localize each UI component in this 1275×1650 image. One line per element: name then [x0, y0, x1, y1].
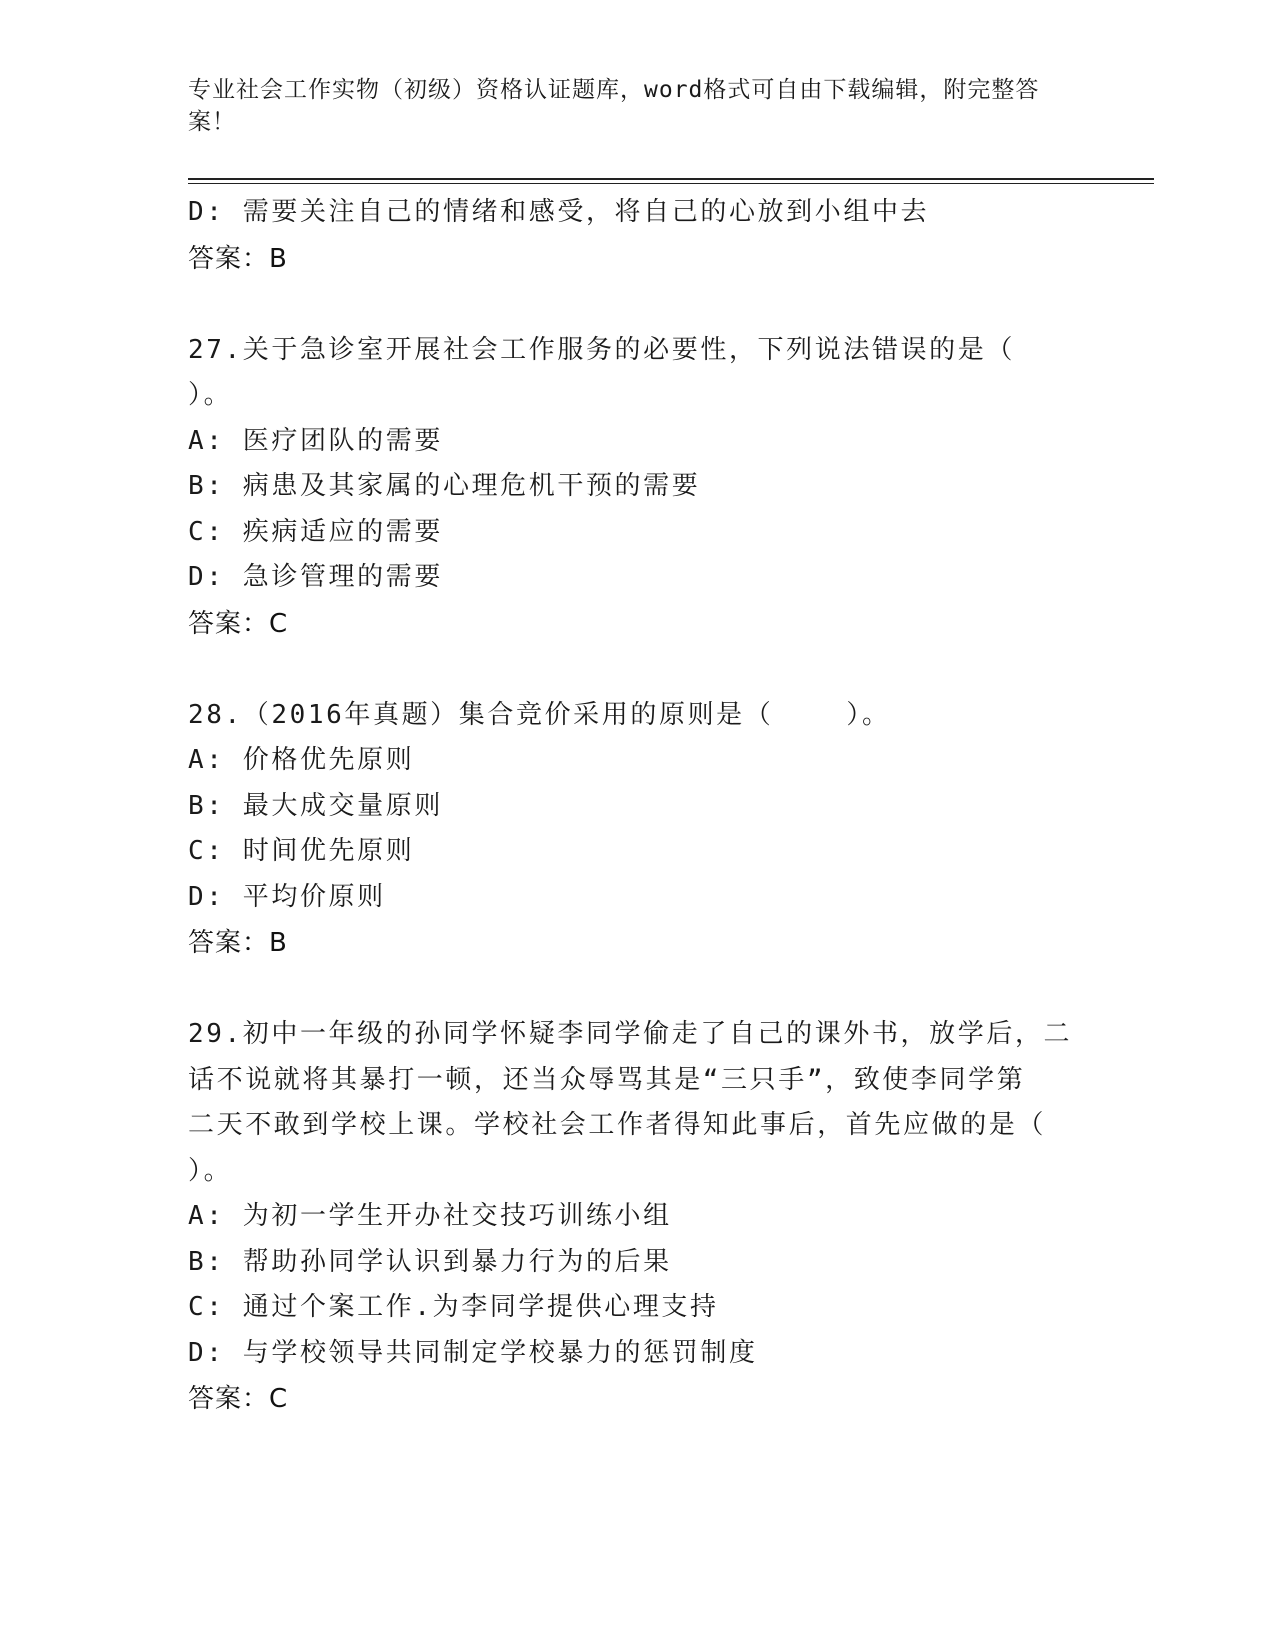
question-27 — [188, 328, 1088, 647]
option-b: B: 帮助孙同学认识到暴力行为的后果 — [188, 1246, 672, 1277]
option-b: B: 最大成交量原则 — [188, 790, 443, 821]
option-d: D: 急诊管理的需要 — [188, 562, 443, 592]
header-line-1: 专业社会工作实物（初级）资格认证题库，word格式可自由下载编辑，附完整答 — [188, 77, 1040, 103]
question-text-line: ）。 — [188, 380, 233, 410]
option-d: D: 需要关注自己的情绪和感受，将自己的心放到小组中去 — [188, 197, 930, 227]
header-divider-thin — [188, 183, 1154, 184]
option-d: D: 平均价原则 — [188, 881, 386, 912]
page-header — [188, 74, 1058, 138]
answer-line: 答案：C — [188, 608, 289, 639]
question-text-line: 二天不敢到学校上课。学校社会工作者得知此事后，首先应做的是（ — [188, 1110, 1047, 1140]
document-body — [188, 190, 1088, 1422]
option-c: C: 疾病适应的需要 — [188, 516, 443, 547]
spacer — [188, 966, 1088, 1012]
question-text-line: ）。 — [188, 1155, 233, 1186]
answer-line: 答案：B — [188, 928, 288, 958]
option-c: C: 通过个案工作.为李同学提供心理支持 — [188, 1292, 719, 1322]
answer-line: 答案：B — [188, 243, 288, 274]
question-text-line: 28.（2016年真题）集合竞价采用的原则是（ ）。 — [188, 699, 891, 730]
previous-question-tail — [188, 190, 1088, 282]
spacer — [188, 647, 1088, 693]
header-line-2: 案！ — [188, 109, 236, 135]
question-text-line: 27.关于急诊室开展社会工作服务的必要性，下列说法错误的是（ — [188, 334, 1015, 365]
question-28 — [188, 693, 1088, 967]
option-a: A: 价格优先原则 — [188, 745, 415, 775]
option-a: A: 为初一学生开办社交技巧训练小组 — [188, 1201, 672, 1231]
question-29 — [188, 1012, 1088, 1422]
option-d: D: 与学校领导共同制定学校暴力的惩罚制度 — [188, 1337, 758, 1368]
answer-line: 答案：C — [188, 1384, 289, 1414]
option-b: B: 病患及其家属的心理危机干预的需要 — [188, 471, 701, 501]
header-divider-thick — [188, 178, 1154, 180]
option-c: C: 时间优先原则 — [188, 836, 415, 866]
question-text-line: 话不说就将其暴打一顿，还当众辱骂其是“三只手”，致使李同学第 — [188, 1064, 1026, 1095]
question-text-line: 29.初中一年级的孙同学怀疑李同学偷走了自己的课外书，放学后，二 — [188, 1019, 1073, 1049]
spacer — [188, 282, 1088, 328]
option-a: A: 医疗团队的需要 — [188, 425, 443, 456]
